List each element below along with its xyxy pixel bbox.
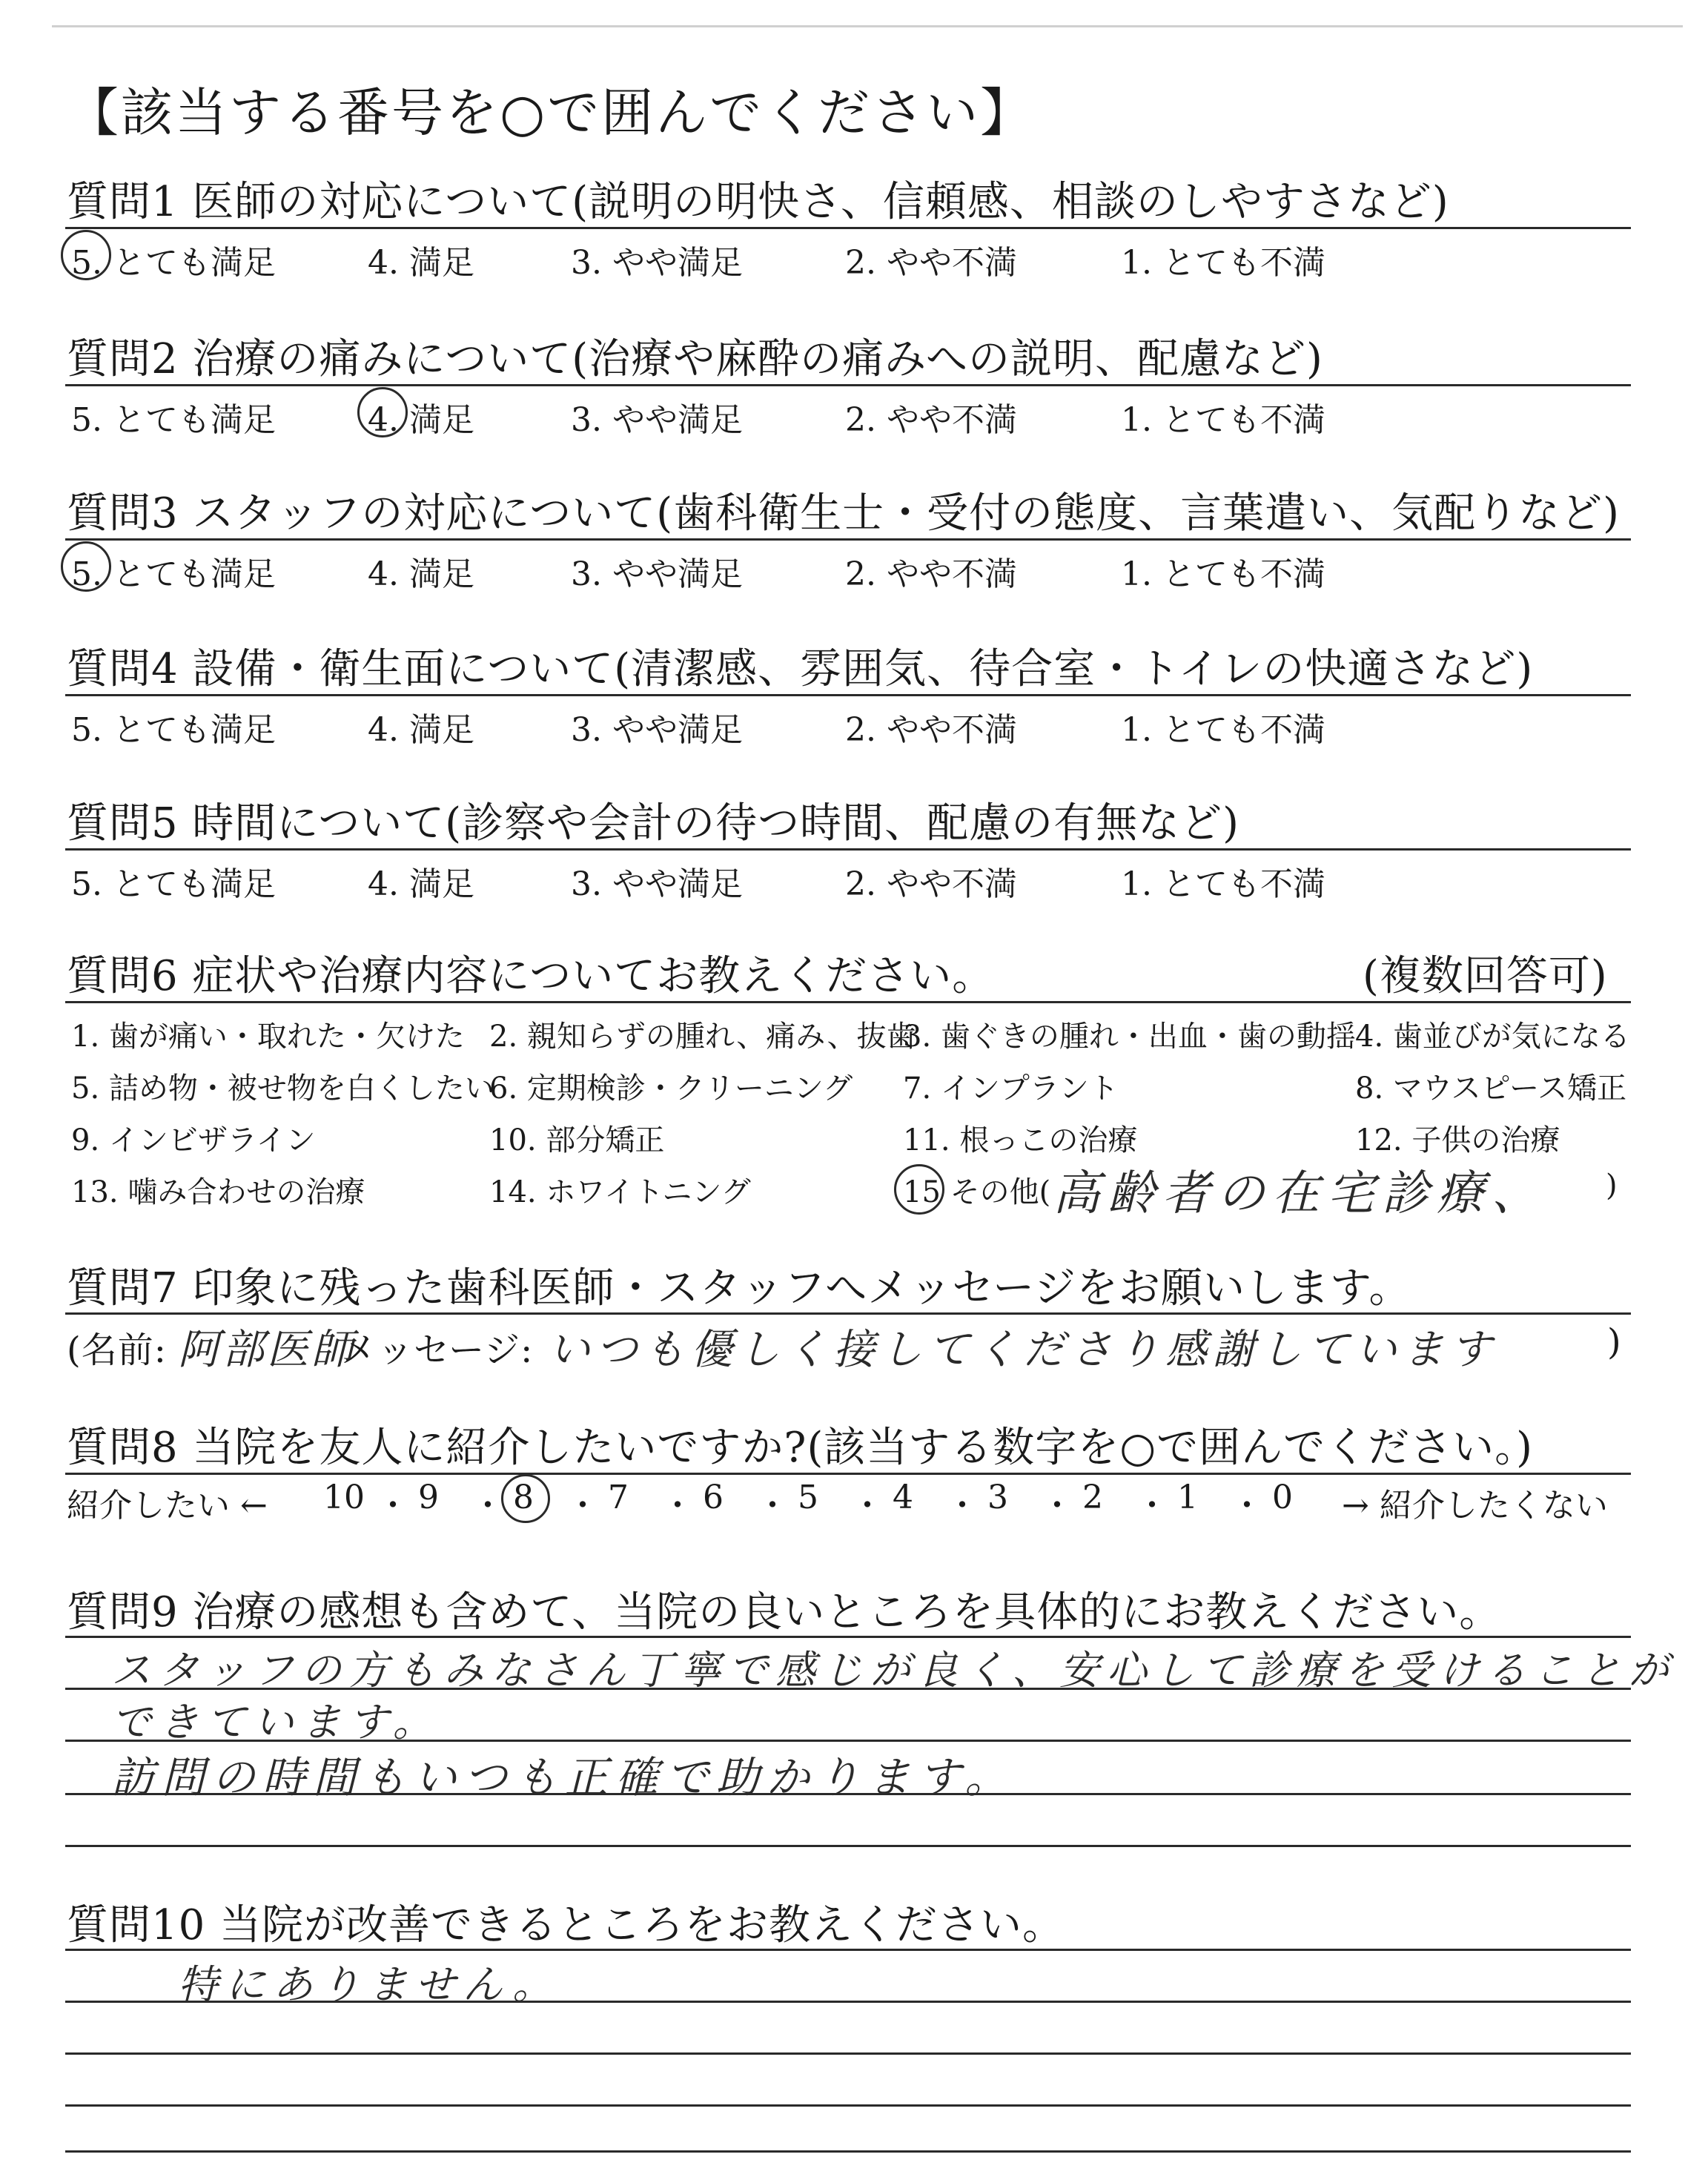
q8-separator-dot: ・	[1231, 1487, 1263, 1525]
q7-rule	[65, 1312, 1631, 1315]
q8-scale-6[interactable]: 6	[703, 1479, 724, 1516]
q5-title: 質問5 時間について(診察や会計の待つ時間、配慮の有無など)	[67, 799, 1240, 848]
q8-scale-1[interactable]: 1	[1177, 1479, 1198, 1516]
q3-rule	[65, 538, 1631, 541]
q3-option-2[interactable]: 2. やや不満	[845, 555, 1017, 593]
q7-name-value: 阿部医師	[178, 1326, 356, 1374]
q5-option-3[interactable]: 3. やや満足	[571, 865, 743, 903]
q8-scale-8[interactable]: 8	[513, 1479, 534, 1516]
q10-title: 質問10 当院が改善できるところをお教えください。	[67, 1901, 1065, 1949]
q8-scale-9[interactable]: 9	[418, 1479, 439, 1516]
q3-selection-circle	[61, 541, 111, 592]
q6-other-text: 高齢者の在宅診療、	[1053, 1166, 1546, 1221]
q7-close: )	[1607, 1321, 1622, 1363]
q1-option-1[interactable]: 1. とても不満	[1121, 244, 1325, 282]
q6-option-13[interactable]: 13. 噛み合わせの治療	[71, 1175, 365, 1209]
q10-rule-5	[65, 2150, 1631, 2153]
q3-option-3[interactable]: 3. やや満足	[571, 555, 743, 593]
q6-option-11[interactable]: 11. 根っこの治療	[903, 1123, 1138, 1157]
q8-separator-dot: ・	[1041, 1487, 1073, 1525]
q1-option-3[interactable]: 3. やや満足	[571, 244, 743, 282]
q1-title: 質問1 医師の対応について(説明の明快さ、信頼感、相談のしやすさなど)	[67, 178, 1449, 226]
q8-title: 質問8 当院を友人に紹介したいですか?(該当する数字を○で囲んでください。)	[67, 1424, 1534, 1472]
q6-option-8[interactable]: 8. マウスピース矯正	[1355, 1071, 1627, 1106]
q8-separator-dot: ・	[946, 1487, 979, 1525]
q7-name-label: (名前:	[67, 1330, 167, 1371]
q7-message-label: メッセージ:	[341, 1330, 534, 1371]
q8-scale-5[interactable]: 5	[798, 1479, 818, 1516]
q8-separator-dot: ・	[377, 1487, 409, 1525]
q5-option-2[interactable]: 2. やや不満	[845, 865, 1017, 903]
q8-separator-dot: ・	[756, 1487, 789, 1525]
q5-option-5[interactable]: 5. とても満足	[71, 865, 276, 903]
q4-option-1[interactable]: 1. とても不満	[1121, 711, 1325, 749]
q3-option-4[interactable]: 4. 満足	[368, 555, 474, 593]
q4-title: 質問4 設備・衛生面について(清潔感、雰囲気、待合室・トイレの快適さなど)	[67, 645, 1534, 693]
q8-scale-7[interactable]: 7	[608, 1479, 629, 1516]
q3-option-1[interactable]: 1. とても不満	[1121, 555, 1325, 593]
q1-option-4[interactable]: 4. 満足	[368, 244, 474, 282]
q2-option-2[interactable]: 2. やや不満	[845, 401, 1017, 439]
q8-scale-0[interactable]: 0	[1272, 1479, 1293, 1516]
q6-rule	[65, 1001, 1631, 1003]
q6-option-1[interactable]: 1. 歯が痛い・取れた・欠けた	[71, 1020, 465, 1054]
q6-other-close: )	[1606, 1169, 1618, 1203]
q6-option-9[interactable]: 9. インビザライン	[71, 1123, 316, 1157]
q8-rule	[65, 1473, 1631, 1475]
q2-option-1[interactable]: 1. とても不満	[1121, 401, 1325, 439]
q9-answer-line-2: できています。	[111, 1699, 440, 1745]
q6-option-5[interactable]: 5. 詰め物・被せ物を白くしたい	[71, 1071, 494, 1106]
q1-option-2[interactable]: 2. やや不満	[845, 244, 1017, 282]
q1-selection-circle	[61, 230, 111, 280]
q6-option-7[interactable]: 7. インプラント	[903, 1071, 1119, 1106]
q4-option-2[interactable]: 2. やや不満	[845, 711, 1017, 749]
q10-rule-1	[65, 1949, 1631, 1951]
q8-separator-dot: ・	[851, 1487, 884, 1525]
q8-separator-dot: ・	[566, 1487, 599, 1525]
q8-separator-dot: ・	[661, 1487, 694, 1525]
q8-scale-2[interactable]: 2	[1082, 1479, 1103, 1516]
q2-title: 質問2 治療の痛みについて(治療や麻酔の痛みへの説明、配慮など)	[67, 335, 1323, 383]
q9-answer-line-3: 訪問の時間もいつも正確で助かります。	[111, 1752, 1016, 1803]
q6-option-6[interactable]: 6. 定期検診・クリーニング	[489, 1071, 853, 1106]
top-edge-line	[52, 25, 1683, 27]
q6-note: (複数回答可)	[1363, 952, 1608, 1000]
q4-option-5[interactable]: 5. とても満足	[71, 711, 276, 749]
q10-rule-4	[65, 2104, 1631, 2107]
q4-rule	[65, 694, 1631, 696]
q6-selection-circle	[894, 1164, 944, 1215]
q9-rule-1	[65, 1636, 1631, 1638]
q2-option-4[interactable]: 4. 満足	[368, 401, 474, 439]
q6-option-4[interactable]: 4. 歯並びが気になる	[1355, 1020, 1630, 1054]
q6-option-15[interactable]: 15 その他(	[903, 1175, 1051, 1209]
q7-message-value: いつも優しく接してくださり感謝しています	[549, 1326, 1497, 1374]
q4-option-4[interactable]: 4. 満足	[368, 711, 474, 749]
q8-selection-circle	[501, 1474, 550, 1523]
q6-option-14[interactable]: 14. ホワイトニング	[489, 1175, 751, 1209]
q1-option-5[interactable]: 5. とても満足	[71, 244, 276, 282]
q5-rule	[65, 848, 1631, 851]
q3-title: 質問3 スタッフの対応について(歯科衛生士・受付の態度、言葉遣い、気配りなど)	[67, 489, 1621, 538]
q5-option-4[interactable]: 4. 満足	[368, 865, 474, 903]
q2-option-5[interactable]: 5. とても満足	[71, 401, 276, 439]
q8-scale-3[interactable]: 3	[987, 1479, 1008, 1516]
instruction-header: 【該当する番号を○で囲んでください】	[67, 82, 1035, 143]
q4-option-3[interactable]: 3. やや満足	[571, 711, 743, 749]
q9-answer-line-1: スタッフの方もみなさん丁寧で感じが良く、安心して診療を受けることが	[111, 1647, 1676, 1694]
q7-title: 質問7 印象に残った歯科医師・スタッフへメッセージをお願いします。	[67, 1264, 1411, 1312]
q10-answer-line-1: 特にありません。	[178, 1961, 560, 2008]
q8-scale-10[interactable]: 10	[323, 1479, 365, 1516]
q1-rule	[65, 227, 1631, 229]
q6-option-10[interactable]: 10. 部分矯正	[489, 1123, 665, 1157]
q8-separator-dot: ・	[471, 1487, 504, 1525]
q8-left-label: 紹介したい ←	[67, 1487, 268, 1525]
q6-option-12[interactable]: 12. 子供の治療	[1355, 1123, 1560, 1157]
q9-title: 質問9 治療の感想も含めて、当院の良いところを具体的にお教えください。	[67, 1588, 1502, 1636]
q2-selection-circle	[357, 387, 408, 437]
q6-title: 質問6 症状や治療内容についてお教えください。	[67, 952, 995, 1000]
q2-option-3[interactable]: 3. やや満足	[571, 401, 743, 439]
q8-right-label: → 紹介したくない	[1342, 1487, 1608, 1525]
q6-option-2[interactable]: 2. 親知らずの腫れ、痛み、抜歯	[489, 1020, 916, 1054]
q6-option-3[interactable]: 3. 歯ぐきの腫れ・出血・歯の動揺	[903, 1020, 1356, 1054]
q8-separator-dot: ・	[1136, 1487, 1168, 1525]
q3-option-5[interactable]: 5. とても満足	[71, 555, 276, 593]
q10-rule-3	[65, 2052, 1631, 2055]
q9-rule-5	[65, 1845, 1631, 1847]
q2-rule	[65, 384, 1631, 386]
q8-scale-4[interactable]: 4	[893, 1479, 913, 1516]
q5-option-1[interactable]: 1. とても不満	[1121, 865, 1325, 903]
